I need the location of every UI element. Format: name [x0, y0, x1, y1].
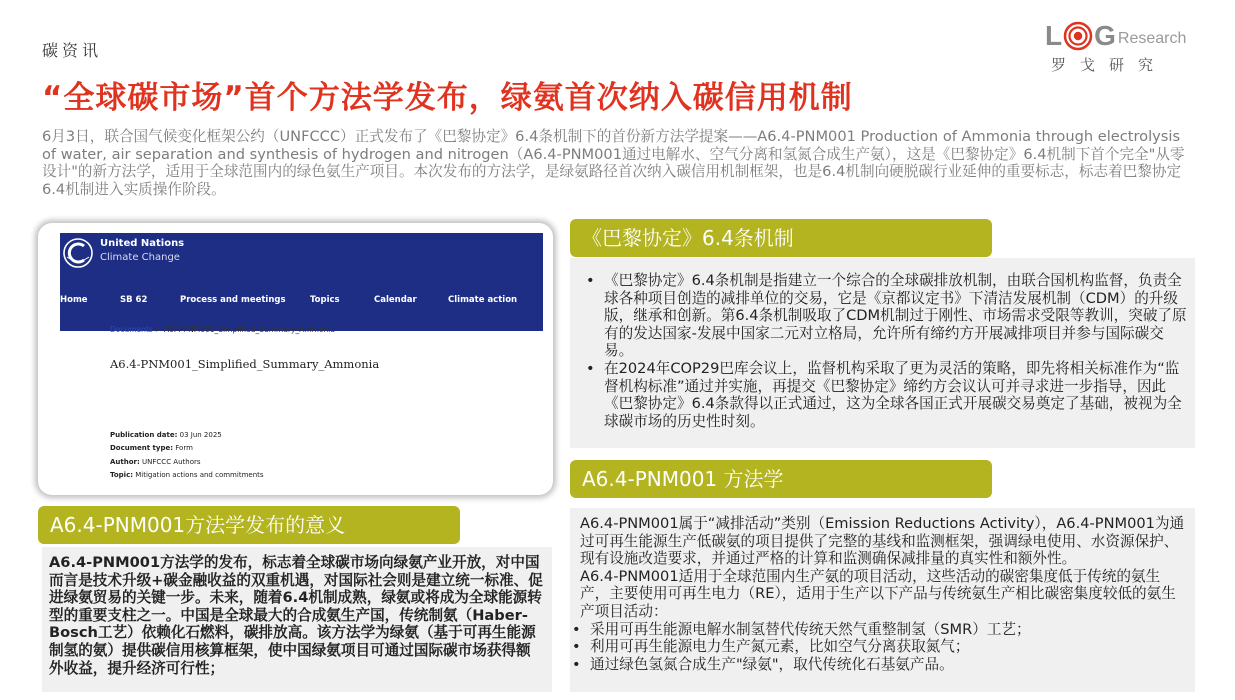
nav-climate-action[interactable]: Climate action [448, 295, 518, 305]
nav-topics[interactable]: Topics [310, 295, 340, 305]
nav-home[interactable]: Home [60, 295, 88, 305]
meta-label: Document type: [110, 444, 174, 453]
paris-bullet-list [578, 272, 1187, 430]
doc-title: A6.4-PNM001_Simplified_Summary_Ammonia [110, 357, 380, 371]
method-box [570, 508, 1195, 692]
meta-value: Form [175, 444, 193, 453]
meta-label: Publication date: [110, 431, 178, 439]
logo [1045, 20, 1205, 80]
nav-calendar[interactable]: Calendar [374, 295, 417, 305]
list-item: • 采用可再生能源电解水制氢替代传统天然气重整制氢（SMR）工艺； [564, 621, 1187, 639]
significance-heading: A6.4-PNM001方法学发布的意义 [38, 506, 460, 544]
meta-value: Mitigation actions and commitments [135, 471, 264, 480]
meta-value: UNFCCC Authors [142, 457, 201, 466]
significance-text: A6.4-PNM001方法学的发布，标志着全球碳市场向绿氨产业开放，对中国而言是技术升级+碳金融收益的双重机遇，对国际社会则是建立统一标准、促进绿氨贸易的关键一步。未来，随着6.4机制成熟，绿氨或将成为全球能源转型的重要支柱之一。中国是全球最大的合成氨生产国，传统制氨（Haber-Bosch工艺）依赖化石燃料，碳排放高。该方法学为绿氨（基于可再生能源制氢的氨）提供碳信用核算框架，使中国绿氨项目可通过国际碳市场获得额外收益，提升经济可行性； [49, 554, 543, 677]
meta-row [110, 456, 264, 469]
un-nav [60, 295, 543, 307]
unfccc-screenshot [38, 223, 553, 495]
method-para-1: A6.4-PNM001属于“减排活动”类别（Emission Reductions Activity），A6.4-PNM001为通过可再生能源生产低碳氨的项目提供了完整的基线和监测框架，强调绿电使用、水资源保护、现有设施改造要求，并通过严格的计算和监测确保减排量的真实性和额外性。 [580, 515, 1185, 568]
logo-letter-g: G [1094, 20, 1116, 51]
logo-research: Research [1117, 30, 1187, 47]
un-org-sub: Climate Change [100, 252, 180, 263]
un-header-bar [60, 233, 543, 331]
meta-row [110, 429, 264, 442]
meta-value: 03 Jun 2025 [179, 431, 222, 439]
paris-box [570, 258, 1195, 448]
method-heading: A6.4-PNM001 方法学 [570, 460, 992, 498]
breadcrumb-documents[interactable]: Documents [110, 325, 153, 334]
list-item: • 通过绿色氢氮合成生产"绿氨"，取代传统化石基氨产品。 [564, 656, 1187, 674]
logo-letter-l: L [1045, 20, 1063, 51]
list-item: • 利用可再生能源电力生产氮元素，比如空气分离获取氮气； [564, 638, 1187, 656]
un-org-name: United Nations [100, 238, 185, 249]
method-bullet-list [564, 621, 1187, 674]
logo-rings-icon [1063, 21, 1093, 51]
meta-row [110, 442, 264, 455]
page-title: “全球碳市场”首个方法学发布，绿氨首次纳入碳信用机制 [42, 80, 853, 116]
list-item: • 《巴黎协定》6.4条机制是指建立一个综合的全球碳排放机制，由联合国机构监督，负责全球各种项目创造的减排单位的交易，它是《京都议定书》下清洁发展机制（CDM）的升级版，继承和创新。第6.4条机制吸取了CDM机制过于刚性、市场需求受限等教训，突破了原有的发达国家-发展中国家二元对立格局，允许所有缔约方开展减排项目并参与国际碳交易。 [578, 272, 1187, 360]
meta-label: Author: [110, 457, 140, 466]
nav-process-meetings[interactable]: Process and meetings [180, 295, 286, 305]
method-para-2: A6.4-PNM001适用于全球范围内生产氨的项目活动，这些活动的碳密集度低于传统的氨生产，主要使用可再生电力（RE），适用于生产以下产品与传统氨生产相比碳密集度较低的氨生产项目活动： [580, 567, 1176, 620]
breadcrumb [110, 325, 335, 334]
nav-sb62[interactable]: SB 62 [120, 295, 148, 305]
paris-heading: 《巴黎协定》6.4条机制 [570, 219, 992, 257]
section-label: 碳资讯 [42, 41, 103, 60]
significance-box [42, 547, 552, 692]
breadcrumb-separator: > [155, 325, 162, 334]
meta-row [110, 469, 264, 482]
list-item: • 在2024年COP29巴库会议上，监督机构采取了更为灵活的策略，即先将相关标准作为“监督机构标准”通过并实施，再提交《巴黎协定》缔约方会议认可并寻求进一步指导，因此《巴黎协定》6.4条款得以正式通过，这为全球各国正式开展碳交易奠定了基础，被视为全球碳市场的历史性时刻。 [578, 360, 1187, 430]
breadcrumb-current: A6.4-PNM001_Simplified_Summary_Ammonia [163, 325, 335, 334]
meta-label: Topic: [110, 471, 134, 480]
un-climate-logo-icon [62, 237, 94, 269]
logo-cn-name: 罗戈研究 [1051, 56, 1168, 74]
intro-paragraph: 6月3日，联合国气候变化框架公约（UNFCCC）正式发布了《巴黎协定》6.4条机制下的首份新方法学提案——A6.4-PNM001 Production of Ammonia through electrolysis of water, air separation and synthesis of hydrogen and nitrogen（A6.4-PNM001通过电解水、空气分离和氢氮合成生产氨），这是《巴黎协定》6.4机制下首个完全"从零设计"的新方法学，适用于全球范围内的绿色氨生产项目。本次发布的方法学，是绿氨路径首次纳入碳信用机制框架，也是6.4机制向硬脱碳行业延伸的重要标志，标志着巴黎协定6.4机制进入实质操作阶段。 [42, 128, 1185, 198]
doc-meta [110, 429, 264, 483]
